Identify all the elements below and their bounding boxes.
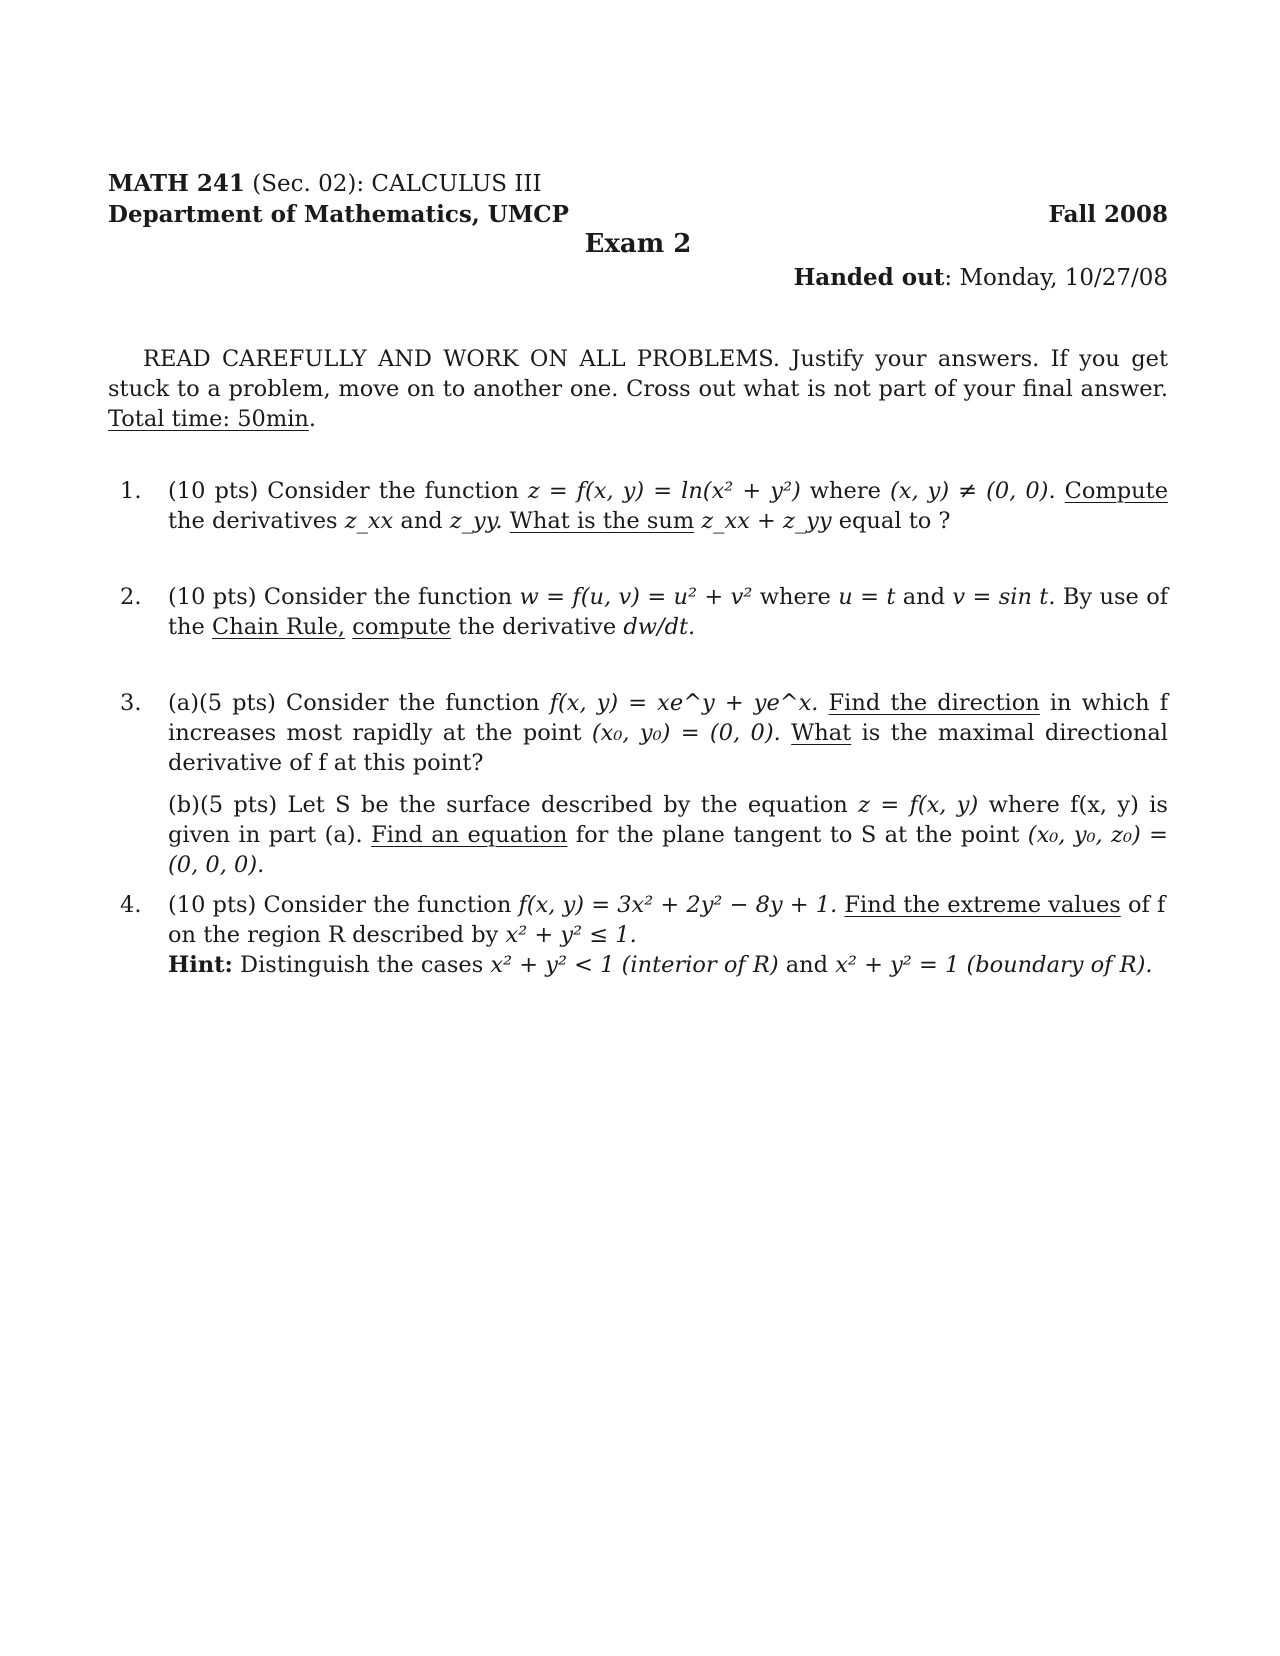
hint-text: Distinguish the cases [240,952,484,978]
text: where [759,584,831,610]
text: of f on the region R described by [168,892,1166,948]
text: and [902,584,946,610]
region-expression: x² + y² ≤ 1. [505,922,637,948]
domain-condition: (x, y) ≠ (0, 0). [889,478,1056,504]
chain-rule: Chain Rule, [212,614,346,640]
points: (b)(5 pts) [168,792,278,818]
find-direction: Find the direction [828,690,1040,716]
handed-out-date: : Monday, 10/27/08 [944,265,1168,291]
sum-question: What is the sum [509,508,695,534]
problem-4 [120,890,1168,980]
problem-number: 4. [120,892,142,918]
text: Consider the function [267,478,519,504]
problem-2 [120,582,1168,642]
course-code: MATH 241 [108,170,245,197]
zyy-term: z_yy. [449,508,503,534]
problem-body [168,582,1168,642]
sum-expression: z_xx + z_yy [701,508,832,534]
instructions: READ CAREFULLY AND WORK ON ALL PROBLEMS. Justify your answers. If you get stuck to a problem, move on to another one. Cross out what is not part of your final answer. Total time: 50min. [108,346,1168,432]
text: By use of the [168,584,1169,640]
u-definition: u = t [838,584,896,610]
department: Department of Mathematics, UMCP [108,201,569,228]
what-question: What [791,720,852,746]
problem-number: 3. [120,690,142,716]
zxx-term: z_xx [344,508,394,534]
problem-3 [120,688,1168,880]
header-line-1 [108,168,1168,199]
points: (a)(5 pts) [168,690,276,716]
text: for the plane tangent to S at the point [575,822,1020,848]
compute-instruction: Compute [1064,478,1169,504]
text: and [400,508,443,534]
function-expression: z = f(x, y) = ln(x² + y²) [527,478,801,504]
points: (10 pts) [168,584,257,610]
text: where [809,478,881,504]
instructions-text: READ CAREFULLY AND WORK ON ALL PROBLEMS. Justify your answers. If you get stuck to a problem, move on to another one. Cross out what is not part of your final answer. [108,346,1168,402]
problem-body [168,890,1168,980]
find-equation: Find an equation [371,822,568,848]
problem-3b [168,790,1168,880]
course-title [108,168,542,200]
problem-3a [168,688,1168,778]
text: the derivative [458,614,617,640]
text: where f(x, y) is given in part (a). [168,792,1168,848]
text: in which f increases most rapidly at the point [168,690,1169,746]
compute-instruction: compute [352,614,451,640]
text: and [785,952,829,978]
text: Consider the function [285,690,540,716]
interior-case: x² + y² < 1 (interior of R) [490,952,779,978]
function-expression: f(x, y) = 3x² + 2y² − 8y + 1. [518,892,838,918]
points: (10 pts) [168,478,259,504]
header-line-2 [108,199,1168,230]
problem-number: 1. [120,478,142,504]
hint-label: Hint: [168,952,233,978]
text: Let S be the surface described by the equation [287,792,848,818]
text: Consider the function [263,892,512,918]
handed-out-label: Handed out [793,264,945,291]
find-extreme-values: Find the extreme values [844,892,1121,918]
problem-body [168,688,1168,880]
exam-title: Exam 2 [584,229,692,259]
total-time: Total time: 50min [108,406,309,432]
point-expression: (x₀, y₀, z₀) = (0, 0, 0). [168,822,1168,878]
function-expression: f(x, y) = xe^y + ye^x. [549,690,819,716]
problem-number: 2. [120,584,142,610]
text: Consider the function [263,584,513,610]
points: (10 pts) [168,892,257,918]
point-expression: (x₀, y₀) = (0, 0). [591,720,781,746]
exam-page [108,168,1169,978]
problem-body [168,476,1168,536]
surface-equation: z = f(x, y) [858,792,979,818]
derivative-expression: dw/dt. [623,614,696,640]
course-section: (Sec. 02): CALCULUS III [244,171,542,197]
text: is the maximal directional derivative of f at this point? [168,720,1168,776]
term: Fall 2008 [1048,201,1168,228]
problem-1 [120,476,1168,536]
function-expression: w = f(u, v) = u² + v² [519,584,753,610]
handed-out [794,262,1168,294]
v-definition: v = sin t. [952,584,1056,610]
text: equal to ? [838,508,951,534]
text: the derivatives [168,508,338,534]
boundary-case: x² + y² = 1 (boundary of R). [835,952,1153,978]
